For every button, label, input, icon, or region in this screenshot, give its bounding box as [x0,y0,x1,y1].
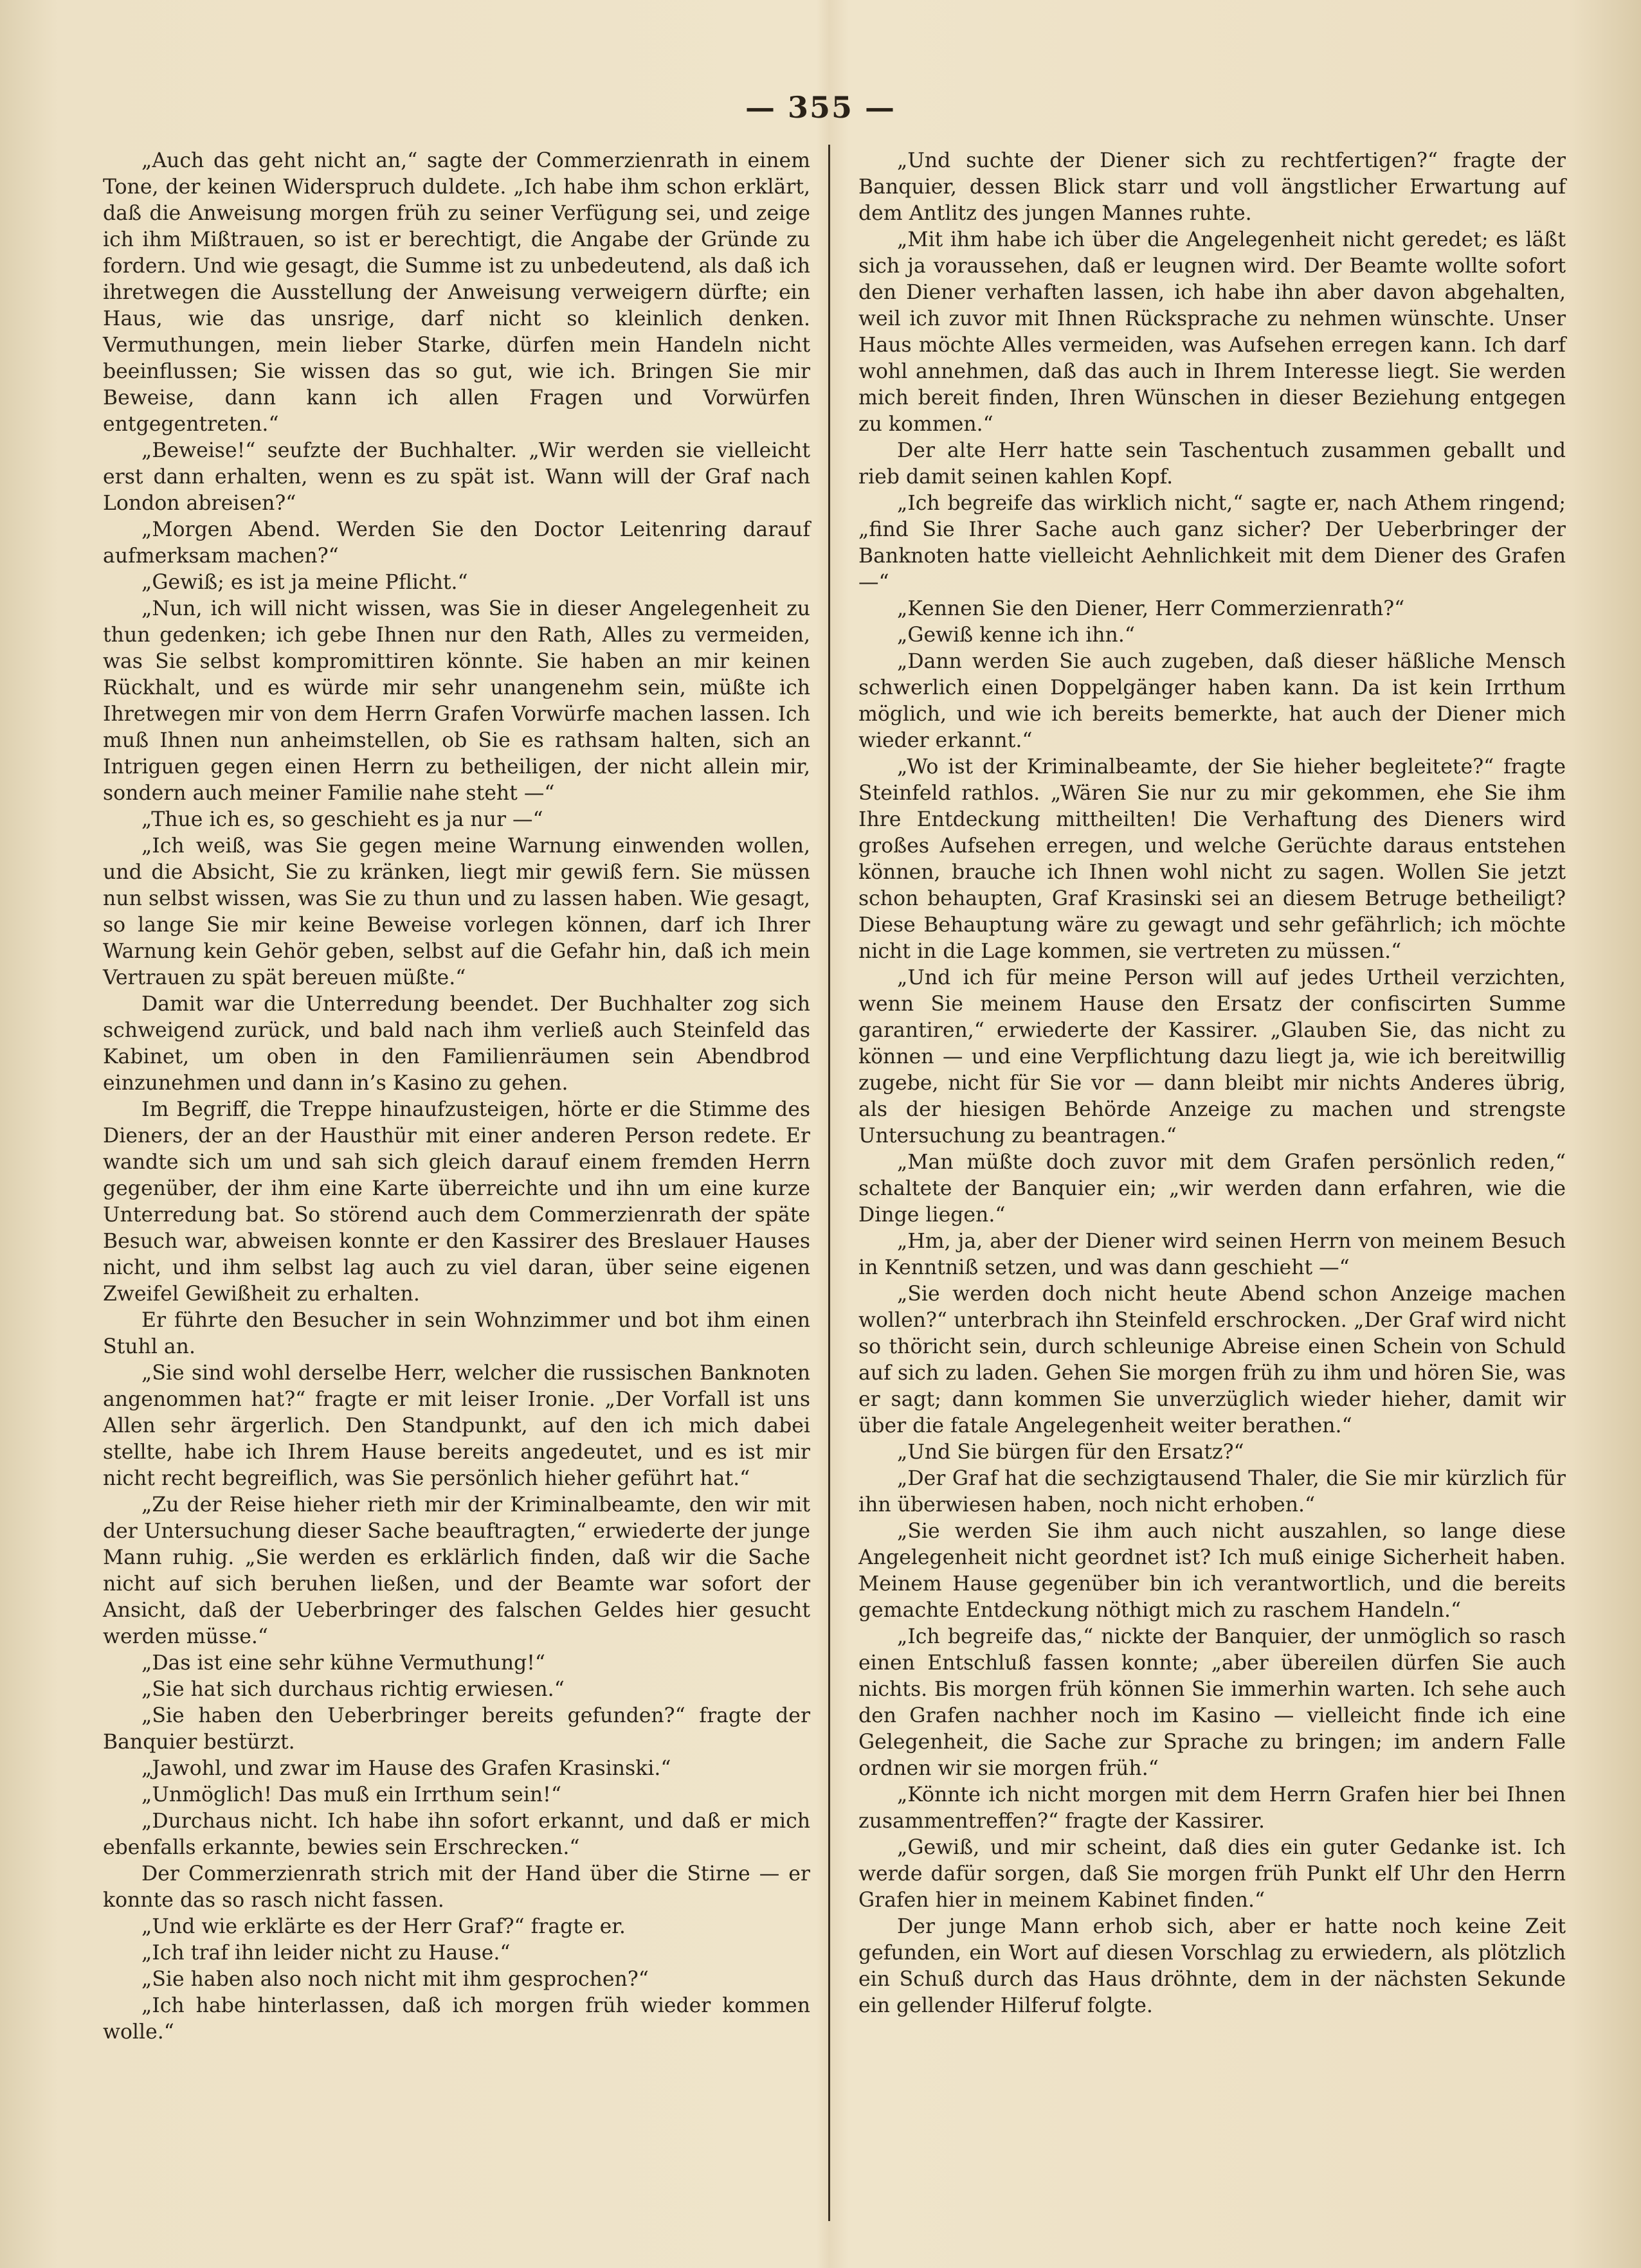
paragraph: Der alte Herr hatte sein Taschentuch zusammen geballt und rieb damit seinen kahlen Kopf. [858,439,1566,489]
paragraph: „Sie hat sich durchaus richtig erwiesen.“ [141,1678,565,1701]
paragraph: „Zu der Reise hieher rieth mir der Kriminalbeamte, den wir mit der Untersuchung dieser Sache beauftragten,“ erwiederte der junge Mann ruhig. „Sie werden es erklärlich finden, daß wir die Sache nicht auf sich beruhen ließen, und der Beamte war sofort der Ansicht, daß der Ueberbringer des falschen Geldes hier gesucht werden müsse.“ [103,1493,810,1648]
left-column [103,148,810,2046]
paragraph: „Unmöglich! Das muß ein Irrthum sein!“ [141,1783,561,1806]
paragraph: „Sie werden doch nicht heute Abend schon Anzeige machen wollen?“ unterbrach ihn Steinfeld erschrocken. „Der Graf wird nicht so thöricht sein, durch schleunige Abreise einen Schein von Schuld auf sich zu laden. Gehen Sie morgen früh zu ihm und hören Sie, was er sagt; dann kommen Sie unverzüglich wieder hieher, damit wir über die fatale Angelegenheit weiter berathen.“ [858,1282,1566,1437]
paragraph: „Sie werden Sie ihm auch nicht auszahlen, so lange diese Angelegenheit nicht geordnet ist? Ich muß einige Sicherheit haben. Meinem Hause gegenüber bin ich verantwortlich, und die bereits gemachte Entdeckung nöthigt mich zu raschem Handeln.“ [858,1520,1566,1622]
paragraph: „Der Graf hat die sechzigtausend Thaler, die Sie mir kürzlich für ihn überwiesen haben, noch nicht erhoben.“ [858,1467,1566,1516]
paragraph: „Gewiß, und mir scheint, daß dies ein guter Gedanke ist. Ich werde dafür sorgen, daß Sie morgen früh Punkt elf Uhr den Herrn Grafen hier in meinem Kabinet finden.“ [858,1836,1566,1912]
paragraph: „Und Sie bürgen für den Ersatz?“ [897,1441,1244,1464]
paragraph: Er führte den Besucher in sein Wohnzimmer und bot ihm einen Stuhl an. [103,1309,810,1358]
paragraph: „Auch das geht nicht an,“ sagte der Commerzienrath in einem Tone, der keinen Widerspruch duldete. „Ich habe ihm schon erklärt, daß die Anweisung morgen früh zu seiner Verfügung sei, und zeige ich ihm Mißtrauen, so ist er berechtigt, die Angabe der Gründe zu fordern. Und wie gesagt, die Summe ist zu unbedeutend, als daß ich ihretwegen die Ausstellung der Anweisung verweigern dürfte; ein Haus, wie das unsrige, darf nicht so kleinlich denken. Vermuthungen, mein lieber Starke, dürfen mein Handeln nicht beeinflussen; Sie wissen das so gut, wie ich. Bringen Sie mir Beweise, dann kann ich allen Fragen und Vorwürfen entgegentreten.“ [103,149,810,436]
paragraph: „Sie sind wohl derselbe Herr, welcher die russischen Banknoten angenommen hat?“ fragte er mit leiser Ironie. „Der Vorfall ist uns Allen sehr ärgerlich. Den Standpunkt, auf den ich mich dabei stellte, habe ich Ihrem Hause bereits angedeutet, und es ist mir nicht recht begreiflich, was Sie persönlich hieher geführt hat.“ [103,1362,810,1490]
paragraph: „Das ist eine sehr kühne Vermuthung!“ [141,1652,546,1675]
paragraph: „Gewiß; es ist ja meine Pflicht.“ [141,571,468,594]
paragraph: „Sie haben den Ueberbringer bereits gefunden?“ fragte der Banquier bestürzt. [103,1704,810,1754]
paragraph: „Dann werden Sie auch zugeben, daß dieser häßliche Mensch schwerlich einen Doppelgänger haben kann. Da ist kein Irrthum möglich, und wie ich bereits bemerkte, hat auch der Diener mich wieder erkannt.“ [858,650,1566,752]
paragraph: „Ich weiß, was Sie gegen meine Warnung einwenden wollen, und die Absicht, Sie zu kränken, liegt mir gewiß fern. Sie müssen nun selbst wissen, was Sie zu thun und zu lassen haben. Wie gesagt, so lange Sie mir keine Beweise vorlegen können, darf ich Ihrer Warnung kein Gehör geben, selbst auf die Gefahr hin, daß ich mein Vertrauen zu spät bereuen müßte.“ [103,834,810,989]
paragraph: „Durchaus nicht. Ich habe ihn sofort erkannt, und daß er mich ebenfalls erkannte, bewies sein Erschrecken.“ [103,1810,810,1859]
paragraph: „Gewiß kenne ich ihn.“ [897,624,1135,647]
paragraph: „Und ich für meine Person will auf jedes Urtheil verzichten, wenn Sie meinem Hause den Ersatz der confiscirten Summe garantiren,“ erwiederte der Kassirer. „Glauben Sie, das nicht zu können — und eine Verpflichtung dazu liegt ja, wie ich bereitwillig zugebe, nicht für Sie vor — dann bleibt mir nichts Anderes übrig, als der hiesigen Behörde Anzeige zu machen und strengste Untersuchung zu beantragen.“ [858,966,1566,1148]
paragraph: „Nun, ich will nicht wissen, was Sie in dieser Angelegenheit zu thun gedenken; ich gebe Ihnen nur den Rath, Alles zu vermeiden, was Sie selbst kompromittiren könnte. Sie haben an mir keinen Rückhalt, und es würde mir sehr unangenehm sein, müßte ich Ihretwegen mir von dem Herrn Grafen Vorwürfe machen lassen. Ich muß Ihnen nun anheimstellen, ob Sie es rathsam halten, sich an Intriguen gegen einen Herrn zu betheiligen, der nicht allein mir, sondern auch meiner Familie nahe steht —“ [103,597,810,805]
paragraph: „Jawohl, und zwar im Hause des Grafen Krasinski.“ [141,1757,671,1780]
paragraph: Der Commerzienrath strich mit der Hand über die Stirne — er konnte das so rasch nicht fassen. [103,1862,810,1912]
paragraph: „Wo ist der Kriminalbeamte, der Sie hieher begleitete?“ fragte Steinfeld rathlos. „Wären Sie nur zu mir gekommen, ehe Sie ihm Ihre Entdeckung mittheilten! Die Verhaftung des Dieners wird großes Aufsehen erregen, und welche Gerüchte daraus entstehen können, brauche ich Ihnen wohl nicht zu sagen. Wollen Sie jetzt schon behaupten, Graf Krasinski sei an diesem Betruge betheiligt? Diese Behauptung wäre zu gewagt und sehr gefährlich; ich möchte nicht in die Lage kommen, sie vertreten zu müssen.“ [858,755,1566,963]
paragraph: Im Begriff, die Treppe hinaufzusteigen, hörte er die Stimme des Dieners, der an der Hausthür mit einer anderen Person redete. Er wandte sich um und sah sich gleich darauf einem fremden Herrn gegenüber, der ihm eine Karte überreichte und ihn um eine kurze Unterredung bat. So störend auch dem Commerzienrath der späte Besuch war, abweisen konnte er den Kassirer des Breslauer Hauses nicht, und ihm selbst lag auch zu viel daran, über seine eigenen Zweifel Gewißheit zu erhalten. [103,1098,810,1306]
page-number: — 355 — [745,90,896,125]
paragraph: „Morgen Abend. Werden Sie den Doctor Leitenring darauf aufmerksam machen?“ [103,518,810,568]
paragraph: „Sie haben also noch nicht mit ihm gesprochen?“ [141,1968,649,1991]
paragraph: „Hm, ja, aber der Diener wird seinen Herrn von meinem Besuch in Kenntniß setzen, und was dann geschieht —“ [858,1230,1566,1279]
paragraph: Der junge Mann erhob sich, aber er hatte noch keine Zeit gefunden, ein Wort auf diesen Vorschlag zu erwiedern, als plötzlich ein Schuß durch das Haus dröhnte, dem in der nächsten Sekunde ein gellender Hilferuf folgte. [858,1915,1566,2017]
column-divider [828,145,830,2221]
right-column [858,148,1566,2019]
paragraph: „Könnte ich nicht morgen mit dem Herrn Grafen hier bei Ihnen zusammentreffen?“ fragte der Kassirer. [858,1783,1566,1833]
paragraph: „Man müßte doch zuvor mit dem Grafen persönlich reden,“ schaltete der Banquier ein; „wir werden dann erfahren, wie die Dinge liegen.“ [858,1151,1566,1227]
paragraph: „Ich begreife das,“ nickte der Banquier, der unmöglich so rasch einen Entschluß fassen konnte; „aber übereilen dürfen Sie auch nichts. Bis morgen früh können Sie immerhin warten. Ich sehe auch den Grafen nachher noch im Kasino — vielleicht finde ich eine Gelegenheit, die Sache zur Sprache zu bringen; im andern Falle ordnen wir sie morgen früh.“ [858,1625,1566,1780]
paragraph: „Ich habe hinterlassen, daß ich morgen früh wieder kommen wolle.“ [103,1994,810,2044]
paragraph: „Kennen Sie den Diener, Herr Commerzienrath?“ [897,597,1405,620]
paragraph: „Und suchte der Diener sich zu rechtfertigen?“ fragte der Banquier, dessen Blick starr und voll ängstlicher Erwartung auf dem Antlitz des jungen Mannes ruhte. [858,149,1566,225]
paragraph: „Ich begreife das wirklich nicht,“ sagte er, nach Athem ringend; „find Sie Ihrer Sache auch ganz sicher? Der Ueberbringer der Banknoten hatte vielleicht Aehnlichkeit mit dem Diener des Grafen —“ [858,492,1566,594]
paragraph: „Thue ich es, so geschieht es ja nur —“ [141,808,543,831]
paragraph: Damit war die Unterredung beendet. Der Buchhalter zog sich schweigend zurück, und bald nach ihm verließ auch Steinfeld das Kabinet, um oben in den Familienräumen sein Abendbrod einzunehmen und dann in’s Kasino zu gehen. [103,993,810,1095]
paragraph: „Beweise!“ seufzte der Buchhalter. „Wir werden sie vielleicht erst dann erhalten, wenn es zu spät ist. Wann will der Graf nach London abreisen?“ [103,439,810,515]
paragraph: „Ich traf ihn leider nicht zu Hause.“ [141,1941,511,1965]
paragraph: „Und wie erklärte es der Herr Graf?“ fragte er. [141,1915,626,1938]
paragraph: „Mit ihm habe ich über die Angelegenheit nicht geredet; es läßt sich ja voraussehen, daß er leugnen wird. Der Beamte wollte sofort den Diener verhaften lassen, ich habe ihn aber davon abgehalten, weil ich zuvor mit Ihnen Rücksprache zu nehmen wünschte. Unser Haus möchte Alles vermeiden, was Aufsehen erregen kann. Ich darf wohl annehmen, daß das auch in Ihrem Interesse liegt. Sie werden mich bereit finden, Ihren Wünschen in dieser Beziehung entgegen zu kommen.“ [858,228,1566,436]
